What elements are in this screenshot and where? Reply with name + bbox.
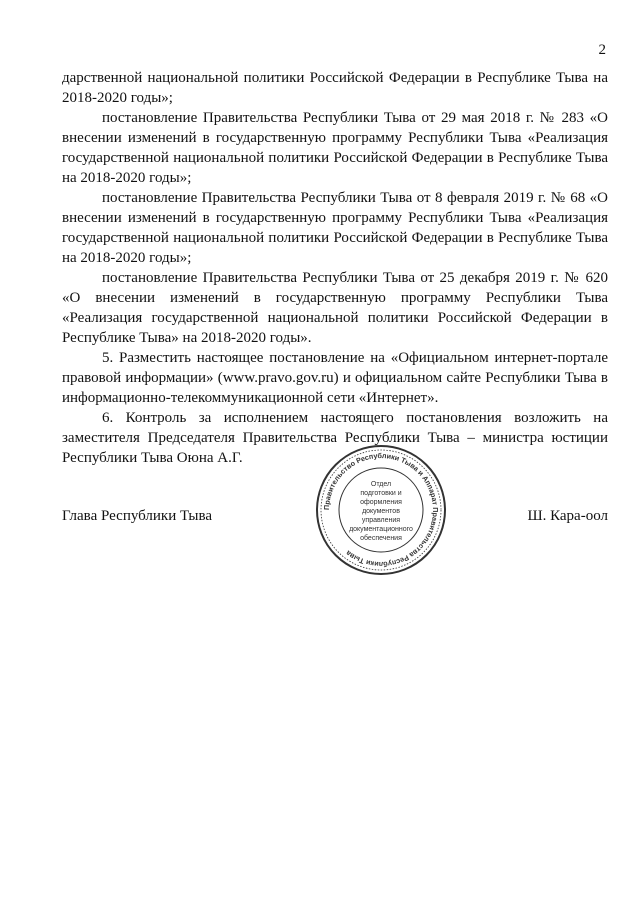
official-stamp <box>313 442 449 578</box>
paragraph-resolution-620: постановление Правительства Республики Тыва от 25 декабря 2019 г. № 620 «О внесении изменений в государственную программу Республики Тыва «Реализация государственной национальной политики Российской Федерации в Республике Тыва» на 2018-2020 годы». <box>62 270 608 346</box>
stamp-line: оформления документов <box>360 499 402 515</box>
stamp-ring-text: Правительство Республики Тыва и Аппарат Правительства Республики Тыва <box>321 450 441 570</box>
stamp-line: управления <box>361 517 401 524</box>
signatory-position: Глава Республики Тыва <box>62 508 213 524</box>
stamp-line: документационного <box>349 526 413 533</box>
stamp-line: Отдел <box>370 481 392 488</box>
stamp-center-text <box>341 480 421 543</box>
document-body <box>62 68 608 468</box>
paragraph-resolution-68: постановление Правительства Республики Тыва от 8 февраля 2019 г. № 68 «О внесении изменений в государственную программу Республики Тыва «Реализация государственной национальной политики Российской Федерации в Республике Тыва на 2018-2020 годы»; <box>62 190 608 266</box>
signatory-name: Ш. Кара-оол <box>527 508 608 524</box>
paragraph-item-5: 5. Разместить настоящее постановление на «Официальном интернет-портале правовой информации» (www.pravo.gov.ru) и официальном сайте Республики Тыва в информационно-телекоммуникационной сети «Интернет». <box>62 350 608 406</box>
paragraph-item-6: 6. Контроль за исполнением настоящего постановления возложить на заместителя Председателя Правительства Республики Тыва – министра юстиции Республики Тыва Оюна А.Г. <box>62 410 608 466</box>
stamp-line: подготовки и <box>360 490 402 497</box>
paragraph-resolution-283: постановление Правительства Республики Тыва от 29 мая 2018 г. № 283 «О внесении изменений в государственную программу Республики Тыва «Реализация государственной национальной политики Российской Федерации в Республике Тыва на 2018-2020 годы»; <box>62 110 608 186</box>
stamp-line: обеспечения <box>360 535 402 542</box>
page-number: 2 <box>598 42 606 58</box>
paragraph-continuation: дарственной национальной политики Российской Федерации в Республике Тыва на 2018-2020 годы»; <box>62 70 608 106</box>
